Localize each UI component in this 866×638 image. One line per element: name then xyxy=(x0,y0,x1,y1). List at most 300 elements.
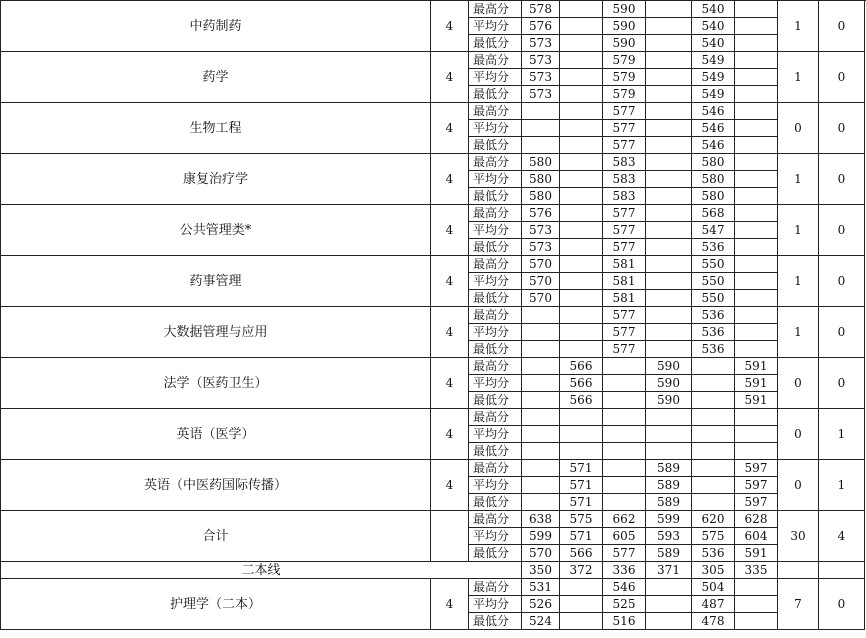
score-type-label: 最高分 xyxy=(469,409,522,426)
count-cell: 4 xyxy=(819,511,865,562)
score-cell xyxy=(560,239,603,256)
score-cell: 581 xyxy=(603,290,646,307)
score-cell xyxy=(692,409,735,426)
score-cell xyxy=(646,409,692,426)
score-cell: 580 xyxy=(522,171,560,188)
score-cell: 583 xyxy=(603,188,646,205)
score-cell: 590 xyxy=(646,392,692,409)
score-cell: 577 xyxy=(603,307,646,324)
score-cell: 573 xyxy=(522,52,560,69)
score-cell: 573 xyxy=(522,239,560,256)
score-cell xyxy=(560,86,603,103)
count-cell: 1 xyxy=(778,1,819,52)
score-cell xyxy=(646,239,692,256)
study-years: 4 xyxy=(431,460,469,511)
score-cell xyxy=(646,273,692,290)
score-cell xyxy=(735,35,778,52)
score-cell: 590 xyxy=(603,35,646,52)
count-cell: 0 xyxy=(778,409,819,460)
score-cell xyxy=(560,341,603,358)
score-cell: 577 xyxy=(603,103,646,120)
score-cell xyxy=(560,596,603,613)
score-cell xyxy=(735,341,778,358)
score-cell xyxy=(522,324,560,341)
score-cell: 571 xyxy=(560,528,603,545)
score-cell xyxy=(603,460,646,477)
score-type-label: 最高分 xyxy=(469,1,522,18)
score-cell xyxy=(646,426,692,443)
score-cell: 536 xyxy=(692,341,735,358)
study-years: 4 xyxy=(431,256,469,307)
count-cell: 7 xyxy=(778,579,819,630)
score-cell xyxy=(692,460,735,477)
score-cell: 570 xyxy=(522,273,560,290)
score-cell xyxy=(522,307,560,324)
score-cell xyxy=(735,290,778,307)
score-type-label: 最低分 xyxy=(469,239,522,256)
count-cell: 0 xyxy=(819,579,865,630)
score-cell xyxy=(522,358,560,375)
score-cell: 589 xyxy=(646,494,692,511)
score-cell xyxy=(646,596,692,613)
score-cell xyxy=(560,18,603,35)
study-years: 4 xyxy=(431,103,469,154)
count-cell: 1 xyxy=(778,52,819,103)
line-empty xyxy=(778,562,819,579)
score-type-label: 平均分 xyxy=(469,69,522,86)
score-cell xyxy=(735,86,778,103)
score-cell: 536 xyxy=(692,307,735,324)
score-cell xyxy=(560,171,603,188)
line-value: 372 xyxy=(560,562,603,579)
score-cell xyxy=(603,392,646,409)
score-type-label: 平均分 xyxy=(469,477,522,494)
score-cell xyxy=(735,273,778,290)
score-cell: 580 xyxy=(522,188,560,205)
score-cell xyxy=(560,307,603,324)
score-cell: 566 xyxy=(560,375,603,392)
score-cell xyxy=(646,188,692,205)
score-cell xyxy=(560,154,603,171)
score-cell xyxy=(560,205,603,222)
count-cell: 0 xyxy=(819,103,865,154)
score-type-label: 最高分 xyxy=(469,205,522,222)
score-cell xyxy=(560,256,603,273)
score-type-label: 最低分 xyxy=(469,188,522,205)
score-cell xyxy=(646,171,692,188)
score-cell xyxy=(735,52,778,69)
score-cell xyxy=(560,613,603,630)
score-cell: 536 xyxy=(692,324,735,341)
score-cell: 549 xyxy=(692,86,735,103)
score-type-label: 最低分 xyxy=(469,392,522,409)
score-cell: 577 xyxy=(603,341,646,358)
score-cell xyxy=(522,375,560,392)
score-cell xyxy=(646,35,692,52)
count-cell: 0 xyxy=(778,103,819,154)
score-cell: 577 xyxy=(603,205,646,222)
study-years: 4 xyxy=(431,205,469,256)
score-cell xyxy=(603,494,646,511)
score-type-label: 最低分 xyxy=(469,494,522,511)
score-cell xyxy=(735,1,778,18)
score-cell: 516 xyxy=(603,613,646,630)
score-cell xyxy=(735,69,778,86)
score-cell: 597 xyxy=(735,460,778,477)
major-name: 康复治疗学 xyxy=(1,154,431,205)
score-cell: 546 xyxy=(692,103,735,120)
score-cell: 570 xyxy=(522,545,560,562)
score-type-label: 最低分 xyxy=(469,341,522,358)
score-cell: 550 xyxy=(692,256,735,273)
score-cell: 583 xyxy=(603,154,646,171)
score-cell: 577 xyxy=(603,239,646,256)
study-years: 4 xyxy=(431,409,469,460)
score-cell: 599 xyxy=(646,511,692,528)
score-cell xyxy=(522,443,560,460)
score-cell: 638 xyxy=(522,511,560,528)
score-cell: 581 xyxy=(603,273,646,290)
score-cell: 579 xyxy=(603,86,646,103)
score-cell xyxy=(560,273,603,290)
count-cell: 0 xyxy=(819,154,865,205)
score-cell xyxy=(560,579,603,596)
score-cell: 566 xyxy=(560,392,603,409)
score-cell xyxy=(522,392,560,409)
score-cell xyxy=(646,18,692,35)
score-type-label: 最低分 xyxy=(469,443,522,460)
count-cell: 1 xyxy=(778,256,819,307)
score-cell: 591 xyxy=(735,392,778,409)
line-empty xyxy=(819,562,865,579)
major-name: 英语（中医药国际传播） xyxy=(1,460,431,511)
score-cell: 536 xyxy=(692,239,735,256)
score-cell xyxy=(522,426,560,443)
score-cell: 571 xyxy=(560,477,603,494)
score-type-label: 平均分 xyxy=(469,273,522,290)
score-cell: 579 xyxy=(603,69,646,86)
score-cell: 575 xyxy=(692,528,735,545)
score-cell xyxy=(560,69,603,86)
score-cell xyxy=(646,120,692,137)
score-cell xyxy=(735,256,778,273)
score-cell: 540 xyxy=(692,18,735,35)
score-cell xyxy=(646,205,692,222)
score-type-label: 最高分 xyxy=(469,511,522,528)
score-cell xyxy=(646,103,692,120)
score-cell xyxy=(522,477,560,494)
score-cell: 580 xyxy=(692,154,735,171)
score-cell: 524 xyxy=(522,613,560,630)
score-cell xyxy=(646,290,692,307)
count-cell: 0 xyxy=(819,1,865,52)
score-cell xyxy=(522,409,560,426)
score-cell xyxy=(522,460,560,477)
score-cell: 571 xyxy=(560,460,603,477)
score-cell xyxy=(560,324,603,341)
study-years: 4 xyxy=(431,52,469,103)
score-cell: 547 xyxy=(692,222,735,239)
score-cell xyxy=(735,137,778,154)
study-years: 4 xyxy=(431,307,469,358)
score-cell xyxy=(735,103,778,120)
score-cell xyxy=(646,86,692,103)
score-cell xyxy=(646,613,692,630)
score-type-label: 平均分 xyxy=(469,171,522,188)
score-cell: 581 xyxy=(603,256,646,273)
line-value: 350 xyxy=(522,562,560,579)
count-cell: 0 xyxy=(778,460,819,511)
score-cell: 577 xyxy=(603,545,646,562)
score-cell xyxy=(692,426,735,443)
major-name: 中药制药 xyxy=(1,1,431,52)
score-type-label: 平均分 xyxy=(469,324,522,341)
count-cell: 0 xyxy=(819,205,865,256)
line-value: 336 xyxy=(603,562,646,579)
score-cell xyxy=(603,358,646,375)
score-type-label: 最低分 xyxy=(469,613,522,630)
score-type-label: 平均分 xyxy=(469,375,522,392)
score-type-label: 最高分 xyxy=(469,579,522,596)
score-cell: 487 xyxy=(692,596,735,613)
score-cell: 597 xyxy=(735,477,778,494)
score-cell: 580 xyxy=(692,171,735,188)
score-cell: 591 xyxy=(735,545,778,562)
study-years: 4 xyxy=(431,1,469,52)
study-years: 4 xyxy=(431,154,469,205)
major-name: 合计 xyxy=(1,511,431,562)
score-cell xyxy=(646,324,692,341)
score-cell xyxy=(646,443,692,460)
score-cell xyxy=(560,35,603,52)
line-value: 371 xyxy=(646,562,692,579)
line-value: 305 xyxy=(692,562,735,579)
score-cell: 573 xyxy=(522,69,560,86)
score-cell: 590 xyxy=(603,1,646,18)
score-type-label: 平均分 xyxy=(469,426,522,443)
score-cell xyxy=(692,375,735,392)
score-type-label: 平均分 xyxy=(469,528,522,545)
major-name: 英语（医学） xyxy=(1,409,431,460)
score-cell xyxy=(560,188,603,205)
score-type-label: 平均分 xyxy=(469,596,522,613)
score-cell xyxy=(603,426,646,443)
score-cell xyxy=(692,494,735,511)
score-cell xyxy=(735,18,778,35)
major-name: 护理学（二本） xyxy=(1,579,431,630)
score-cell xyxy=(603,375,646,392)
score-cell: 576 xyxy=(522,18,560,35)
score-cell: 531 xyxy=(522,579,560,596)
study-years xyxy=(431,511,469,562)
score-cell xyxy=(522,137,560,154)
score-cell xyxy=(735,613,778,630)
score-cell: 580 xyxy=(522,154,560,171)
count-cell: 1 xyxy=(778,205,819,256)
score-cell xyxy=(603,443,646,460)
score-cell: 575 xyxy=(560,511,603,528)
score-cell: 525 xyxy=(603,596,646,613)
score-cell xyxy=(560,222,603,239)
score-cell xyxy=(646,256,692,273)
score-cell xyxy=(735,239,778,256)
score-cell: 566 xyxy=(560,358,603,375)
score-cell: 577 xyxy=(603,222,646,239)
score-type-label: 最高分 xyxy=(469,307,522,324)
score-type-label: 最高分 xyxy=(469,103,522,120)
score-type-label: 最高分 xyxy=(469,358,522,375)
score-type-label: 平均分 xyxy=(469,120,522,137)
score-cell: 504 xyxy=(692,579,735,596)
score-cell: 566 xyxy=(560,545,603,562)
score-cell xyxy=(692,443,735,460)
score-cell xyxy=(646,52,692,69)
score-cell xyxy=(735,120,778,137)
score-cell xyxy=(560,103,603,120)
score-cell: 590 xyxy=(646,375,692,392)
score-cell: 550 xyxy=(692,273,735,290)
score-cell xyxy=(692,392,735,409)
score-cell xyxy=(735,443,778,460)
score-cell xyxy=(560,137,603,154)
score-cell xyxy=(735,324,778,341)
score-cell: 546 xyxy=(692,137,735,154)
score-cell: 590 xyxy=(646,358,692,375)
score-cell: 540 xyxy=(692,1,735,18)
score-cell xyxy=(735,307,778,324)
count-cell: 0 xyxy=(819,307,865,358)
score-cell: 536 xyxy=(692,545,735,562)
count-cell: 0 xyxy=(819,52,865,103)
score-cell xyxy=(560,52,603,69)
score-type-label: 最高分 xyxy=(469,256,522,273)
score-cell: 591 xyxy=(735,375,778,392)
score-cell: 573 xyxy=(522,86,560,103)
score-cell: 540 xyxy=(692,35,735,52)
score-cell: 573 xyxy=(522,222,560,239)
score-cell xyxy=(522,103,560,120)
score-cell: 604 xyxy=(735,528,778,545)
score-cell: 578 xyxy=(522,1,560,18)
score-cell: 549 xyxy=(692,69,735,86)
score-type-label: 最低分 xyxy=(469,545,522,562)
major-name: 药事管理 xyxy=(1,256,431,307)
major-name: 法学（医药卫生） xyxy=(1,358,431,409)
score-cell xyxy=(560,1,603,18)
score-cell: 546 xyxy=(603,579,646,596)
score-cell: 599 xyxy=(522,528,560,545)
score-cell: 570 xyxy=(522,290,560,307)
score-cell: 583 xyxy=(603,171,646,188)
score-cell xyxy=(735,222,778,239)
count-cell: 0 xyxy=(819,358,865,409)
score-cell: 589 xyxy=(646,477,692,494)
score-cell xyxy=(646,579,692,596)
score-type-label: 最高分 xyxy=(469,52,522,69)
study-years: 4 xyxy=(431,358,469,409)
score-cell xyxy=(735,188,778,205)
score-cell: 628 xyxy=(735,511,778,528)
score-cell: 570 xyxy=(522,256,560,273)
score-cell: 591 xyxy=(735,358,778,375)
score-cell xyxy=(735,154,778,171)
score-cell xyxy=(522,494,560,511)
count-cell: 1 xyxy=(778,307,819,358)
score-cell xyxy=(560,443,603,460)
score-cell xyxy=(735,579,778,596)
line-label: 二本线 xyxy=(1,562,522,579)
score-cell xyxy=(603,477,646,494)
score-cell: 589 xyxy=(646,460,692,477)
score-cell: 576 xyxy=(522,205,560,222)
score-cell xyxy=(560,409,603,426)
score-cell xyxy=(735,205,778,222)
score-cell: 580 xyxy=(692,188,735,205)
score-cell: 526 xyxy=(522,596,560,613)
score-type-label: 最高分 xyxy=(469,460,522,477)
score-type-label: 平均分 xyxy=(469,222,522,239)
score-cell xyxy=(735,426,778,443)
score-cell: 662 xyxy=(603,511,646,528)
score-cell: 571 xyxy=(560,494,603,511)
score-cell: 550 xyxy=(692,290,735,307)
major-name: 药学 xyxy=(1,52,431,103)
count-cell: 1 xyxy=(819,460,865,511)
count-cell: 1 xyxy=(778,154,819,205)
score-type-label: 最低分 xyxy=(469,290,522,307)
score-cell: 620 xyxy=(692,511,735,528)
major-name: 大数据管理与应用 xyxy=(1,307,431,358)
score-cell xyxy=(646,69,692,86)
score-cell xyxy=(560,290,603,307)
major-name: 生物工程 xyxy=(1,103,431,154)
score-cell: 577 xyxy=(603,120,646,137)
score-type-label: 最低分 xyxy=(469,86,522,103)
score-cell xyxy=(646,154,692,171)
score-cell xyxy=(692,477,735,494)
study-years: 4 xyxy=(431,579,469,630)
count-cell: 0 xyxy=(778,358,819,409)
score-cell xyxy=(692,358,735,375)
line-value: 335 xyxy=(735,562,778,579)
score-cell: 605 xyxy=(603,528,646,545)
score-type-label: 最高分 xyxy=(469,154,522,171)
score-cell: 593 xyxy=(646,528,692,545)
score-cell xyxy=(646,222,692,239)
score-cell: 590 xyxy=(603,18,646,35)
score-cell: 577 xyxy=(603,137,646,154)
score-cell: 478 xyxy=(692,613,735,630)
score-cell: 589 xyxy=(646,545,692,562)
score-type-label: 最低分 xyxy=(469,137,522,154)
score-type-label: 平均分 xyxy=(469,18,522,35)
count-cell: 0 xyxy=(819,256,865,307)
score-cell: 549 xyxy=(692,52,735,69)
score-cell: 546 xyxy=(692,120,735,137)
score-cell: 568 xyxy=(692,205,735,222)
score-cell: 579 xyxy=(603,52,646,69)
score-cell xyxy=(646,307,692,324)
major-name: 公共管理类* xyxy=(1,205,431,256)
score-cell xyxy=(646,137,692,154)
score-cell xyxy=(522,120,560,137)
score-type-label: 最低分 xyxy=(469,35,522,52)
score-cell xyxy=(522,341,560,358)
score-cell: 597 xyxy=(735,494,778,511)
score-cell xyxy=(646,341,692,358)
score-cell xyxy=(735,171,778,188)
score-cell xyxy=(560,120,603,137)
